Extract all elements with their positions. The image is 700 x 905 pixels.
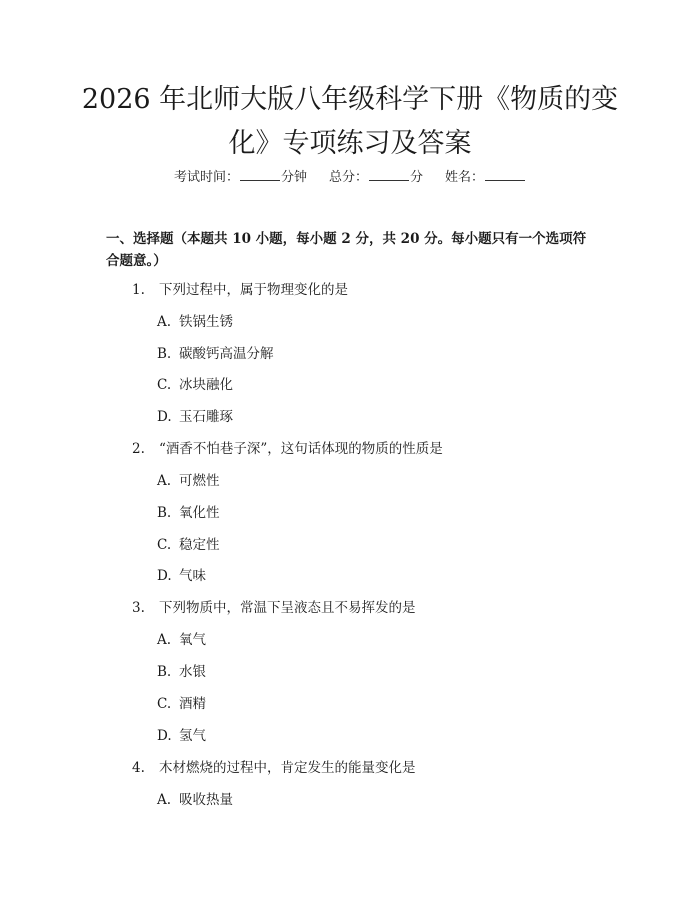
option-text: 吸收热量 xyxy=(179,792,233,808)
option-text: 冰块融化 xyxy=(179,377,233,393)
option-3a xyxy=(157,631,206,649)
score-unit: 分 xyxy=(410,170,424,185)
option-2b xyxy=(157,504,220,522)
time-unit: 分钟 xyxy=(280,170,307,185)
section-heading: 一、选择题（本题共 10 小题，每小题 2 分，共 20 分。每小题只有一个选项符合题意。） xyxy=(106,231,587,269)
question-text: “酒香不怕巷子深”，这句话体现的物质的性质是 xyxy=(159,441,443,457)
question-2 xyxy=(132,440,443,458)
option-letter: C. xyxy=(157,537,172,553)
option-text: 稳定性 xyxy=(179,537,220,553)
exam-meta xyxy=(0,168,700,188)
option-letter: B. xyxy=(157,346,172,362)
option-3c xyxy=(157,695,206,713)
question-number: 2. xyxy=(132,441,145,457)
question-number: 1. xyxy=(132,282,145,298)
option-3d xyxy=(157,727,206,745)
option-text: 可燃性 xyxy=(179,473,220,489)
option-2d xyxy=(157,567,206,585)
option-text: 氢气 xyxy=(179,728,206,744)
question-text: 下列过程中，属于物理变化的是 xyxy=(159,282,348,298)
option-4a xyxy=(157,791,233,809)
question-text: 下列物质中，常温下呈液态且不易挥发的是 xyxy=(159,600,416,616)
option-1d xyxy=(157,408,233,426)
score-label: 总分： xyxy=(328,170,368,185)
option-letter: B. xyxy=(157,664,172,680)
option-letter: A. xyxy=(157,792,172,808)
time-blank xyxy=(240,168,280,181)
option-1a xyxy=(157,313,233,331)
option-text: 水银 xyxy=(179,664,206,680)
option-2c xyxy=(157,536,220,554)
option-text: 氧化性 xyxy=(179,505,220,521)
option-2a xyxy=(157,472,220,490)
time-label: 考试时间： xyxy=(173,170,239,185)
option-letter: C. xyxy=(157,696,172,712)
option-text: 氧气 xyxy=(179,632,206,648)
option-text: 铁锅生锈 xyxy=(179,314,233,330)
option-letter: B. xyxy=(157,505,172,521)
option-text: 碳酸钙高温分解 xyxy=(179,346,274,362)
option-3b xyxy=(157,663,206,681)
question-3 xyxy=(132,599,416,617)
question-number: 3. xyxy=(132,600,145,616)
option-letter: C. xyxy=(157,377,172,393)
option-letter: D. xyxy=(157,409,172,425)
question-number: 4. xyxy=(132,760,145,776)
option-letter: A. xyxy=(157,632,172,648)
option-letter: D. xyxy=(157,728,172,744)
question-4 xyxy=(132,759,416,777)
name-label: 姓名： xyxy=(445,170,485,185)
option-letter: D. xyxy=(157,568,172,584)
option-letter: A. xyxy=(157,314,172,330)
option-1b xyxy=(157,345,274,363)
option-text: 酒精 xyxy=(179,696,206,712)
name-blank xyxy=(485,168,525,181)
question-text: 木材燃烧的过程中，肯定发生的能量变化是 xyxy=(159,760,416,776)
option-letter: A. xyxy=(157,473,172,489)
option-text: 玉石雕琢 xyxy=(179,409,233,425)
option-1c xyxy=(157,376,233,394)
option-text: 气味 xyxy=(179,568,206,584)
document-title: 2026 年北师大版八年级科学下册《物质的变化》专项练习及答案 xyxy=(81,84,619,159)
question-1 xyxy=(132,281,348,299)
score-blank xyxy=(369,168,409,181)
